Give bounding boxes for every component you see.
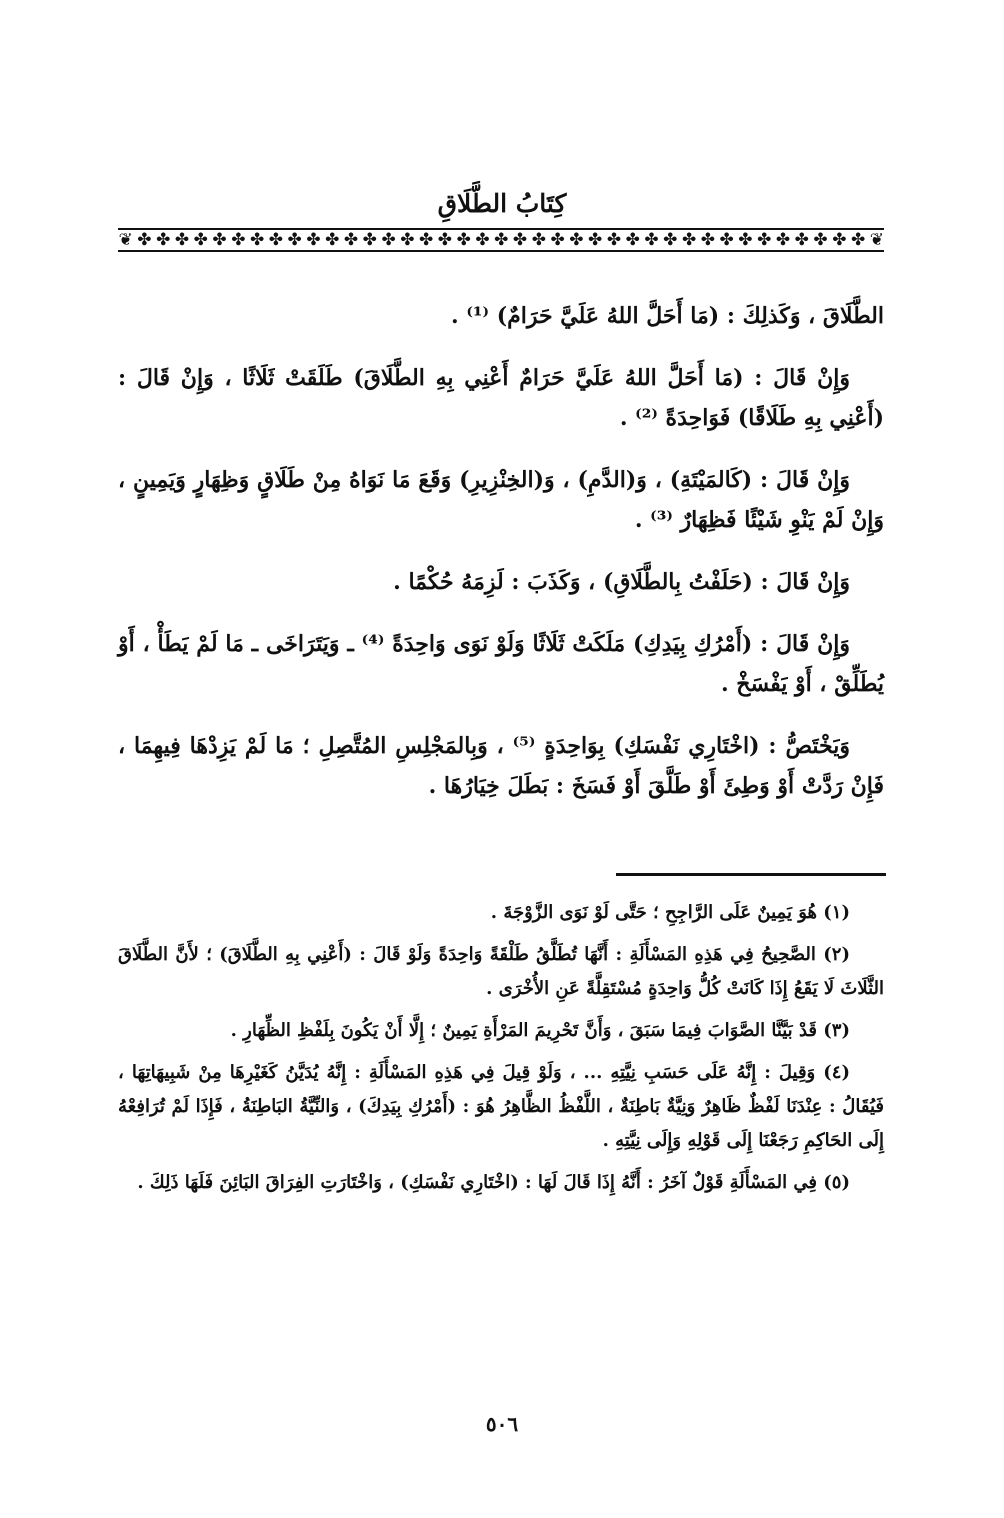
paragraph: وَإِنْ قَالَ : (أَمْرُكِ بِيَدِكِ) مَلَكَتْ ثَلَاثًا وَلَوْ نَوَى وَاحِدَةً ⁽⁴⁾ ـ وَيَتَرَاخَى ـ مَا لَمْ يَطَأْ ، أَوْ يُطَلِّقْ ، أَوْ يَفْسَخْ .	[118, 631, 884, 697]
footnotes	[118, 896, 884, 1208]
main-text	[118, 296, 884, 828]
page-number: ٥٠٦	[485, 1412, 519, 1436]
footnote: (٣) قَدْ بَيَّنَّا الصَّوَابَ فِيمَا سَبَقَ ، وَأَنَّ تَحْرِيمَ المَرْأَةِ يَمِينٌ ؛ إِلَّا أَنْ يَكُونَ بِلَفْظِ الظِّهَارِ .	[230, 1020, 850, 1041]
paragraph: وَيَخْتَصُّ : (اخْتَارِي نَفْسَكِ) بِوَاحِدَةٍ ⁽⁵⁾ ، وَبِالمَجْلِسِ المُتَّصِلِ ؛ مَا لَمْ يَزِدْهَا فِيهِمَا ، فَإِنْ رَدَّتْ أَوْ وَطِئَ أَوْ طَلَّقَ أَوْ فَسَخَ : بَطَلَ خِيَارُهَا .	[118, 733, 884, 799]
running-header-title: كِتَابُ الطَّلَاقِ	[437, 189, 567, 218]
footnote: (٢) الصَّحِيحُ فِي هَذِهِ المَسْأَلَةِ : أَنَّهَا تُطَلَّقُ طَلْقَةً وَاحِدَةً وَلَوْ قَالَ : (أَعْنِي بِهِ الطَّلَاقَ) ؛ لأَنَّ الطَّلَاقَ الثَّلَاثَ لَا يَقَعُ إِذَا كَانَتْ كُلُّ وَاحِدَةٍ مُسْتَقِلَّةً عَنِ الأُخْرَى .	[118, 944, 884, 999]
footnote: (١) هُوَ يَمِينٌ عَلَى الرَّاجِحِ ؛ حَتَّى لَوْ نَوَى الزَّوْجَةَ .	[490, 902, 850, 923]
paragraph: وَإِنْ قَالَ : (حَلَفْتُ بِالطَّلَاقِ) ، وَكَذَبَ : لَزِمَهُ حُكْمًا .	[393, 569, 850, 595]
ornamental-border: ❦ ✤ ✤ ✤ ✤ ✤ ✤ ✤ ✤ ✤ ✤ ✤ ✤ ✤ ✤ ✤ ✤ ✤ ✤ ✤ ✤ ✤ ✤ ✤ ✤ ✤ ✤ ✤ ✤ ✤ ✤ ✤ ✤ ✤ ✤ ✤ ✤ ✤ ✤ ✤ ❦	[118, 230, 884, 250]
footnote: (٥) فِي المَسْأَلَةِ قَوْلٌ آخَرُ : أَنَّهُ إِذَا قَالَ لَهَا : (اخْتَارِي نَفْسَكِ) ، وَاخْتَارَتِ الفِرَاقَ البَائِنَ فَلَهَا ذَلِكَ .	[137, 1172, 850, 1193]
footnote: (٤) وَقِيلَ : إِنَّهُ عَلَى حَسَبِ نِيَّتِهِ ... ، وَلَوْ قِيلَ فِي هَذِهِ المَسْأَلَةِ : إِنَّهُ يُدَيَّنُ كَغَيْرِهَا مِنْ شَبِيهَاتِهَا ، فَيُقَالُ : عِنْدَنَا لَفْظٌ ظَاهِرٌ وَنِيَّةٌ بَاطِنَةٌ ، اللَّفْظُ الظَّاهِرُ هُوَ : (أَمْرُكِ بِيَدِكَ) ، وَالنِّيَّةُ البَاطِنَةُ ، فَإِذَا لَمْ تُرَافِعْهُ إِلَى الحَاكِمِ رَجَعْنَا إِلَى قَوْلِهِ وَإِلَى نِيَّتِهِ .	[118, 1062, 884, 1151]
footnote-separator	[616, 873, 886, 876]
paragraph: الطَّلَاقَ ، وَكَذلِكَ : (مَا أَحَلَّ اللهُ عَلَيَّ حَرَامٌ) ⁽¹⁾ .	[451, 303, 884, 329]
paragraph: وَإِنْ قَالَ : (كَالمَيْتَةِ) ، وَ(الدَّمِ) ، وَ(الخِنْزِيرِ) وَقَعَ مَا نَوَاهُ مِنْ طَلَاقٍ وَظِهَارٍ وَيَمِينٍ ، وَإِنْ لَمْ يَنْوِ شَيْئًا فَظِهَارٌ ⁽³⁾ .	[118, 467, 884, 533]
paragraph: وَإِنْ قَالَ : (مَا أَحَلَّ اللهُ عَلَيَّ حَرَامٌ أَعْنِي بِهِ الطَّلَاقَ) طَلَقَتْ ثَلَاثًا ، وَإِنْ قَالَ : (أَعْنِي بِهِ طَلَاقًا) فَوَاحِدَةً ⁽²⁾ .	[118, 365, 884, 431]
